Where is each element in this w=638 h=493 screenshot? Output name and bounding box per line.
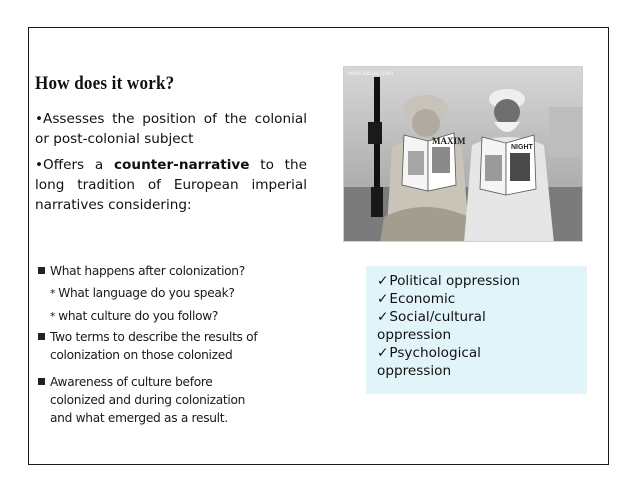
oppression-text: Economic <box>389 291 456 307</box>
oppression-text: Social/cultural <box>389 309 486 325</box>
list-item <box>50 307 218 326</box>
oppression-item <box>377 308 587 326</box>
list-item-continuation: colonization on those colonized <box>50 348 233 362</box>
paragraph-text: Assesses the position of the colonial or post-colonial subject <box>35 111 307 147</box>
oppression-text: Political oppression <box>389 273 521 289</box>
list-item-continuation: and what emerged as a result. <box>50 411 228 425</box>
photo-watermark: www.kaspar.com <box>348 71 394 77</box>
oppression-box <box>366 266 587 394</box>
checkmark-icon: ✓ <box>377 291 389 307</box>
asterisk-bullet-icon: * <box>50 310 56 323</box>
list-item-text: Two terms to describe the results of <box>50 330 258 344</box>
list-item <box>38 262 245 280</box>
list-item-text: what culture do you follow? <box>58 309 219 323</box>
square-bullet-icon <box>38 333 45 340</box>
man-head <box>494 99 520 125</box>
checkmark-icon: ✓ <box>377 309 389 325</box>
asterisk-bullet-icon: * <box>50 287 56 300</box>
bullet-dot: • <box>35 111 44 127</box>
oppression-item <box>377 272 587 290</box>
counter-narrative-term: counter-narrative <box>114 157 250 173</box>
oppression-continuation: oppression <box>377 363 452 379</box>
magazine-right-title: NIGHT <box>511 144 533 151</box>
list-item <box>38 373 213 391</box>
oppression-text: Psychological <box>389 345 481 361</box>
slide-title: How does it work? <box>35 73 175 94</box>
square-bullet-icon <box>38 378 45 385</box>
paragraph-text-after: to the long tradition of European imperial narratives considering: <box>35 157 307 213</box>
paragraph-text-before: Offers a <box>43 157 114 173</box>
list-item-continuation: colonized and during colonization <box>50 393 246 407</box>
rifle-magazine <box>368 122 382 144</box>
oppression-item <box>377 344 587 362</box>
paragraph-offers <box>35 155 307 215</box>
soldier-head <box>412 109 440 137</box>
list-item <box>38 328 257 346</box>
photo-illustration <box>344 67 583 242</box>
photo-soldiers-reading <box>343 66 583 242</box>
list-item-text: What happens after colonization? <box>50 264 245 278</box>
list-item <box>50 284 235 303</box>
bullet-dot: • <box>35 157 44 173</box>
paragraph-assesses <box>35 109 307 149</box>
photo-vehicle <box>549 107 583 157</box>
checkmark-icon: ✓ <box>377 345 389 361</box>
magazine-right <box>480 135 536 195</box>
rifle-stock <box>371 187 383 217</box>
magazine-left-title: MAXIM <box>432 136 466 146</box>
checkmark-icon: ✓ <box>377 273 389 289</box>
oppression-continuation: oppression <box>377 327 452 343</box>
square-bullet-icon <box>38 267 45 274</box>
list-item-text: Awareness of culture before <box>50 375 213 389</box>
list-item-text: What language do you speak? <box>58 286 235 300</box>
oppression-item <box>377 290 587 308</box>
